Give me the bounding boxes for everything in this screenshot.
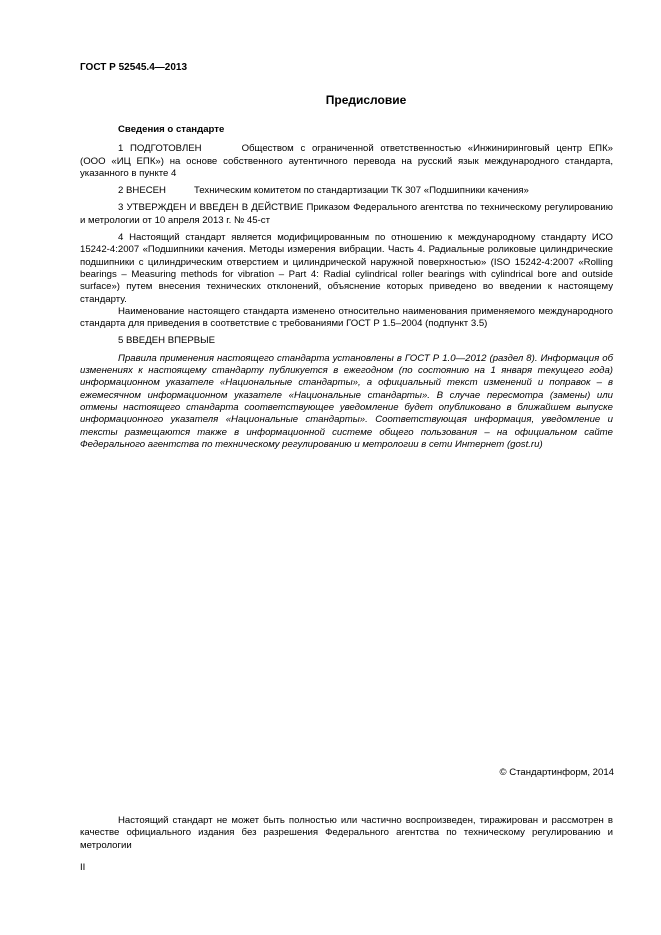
- item-1-text: Обществом с ограниченной ответственностью «Инжиниринговый центр ЕПК» (ООО «ИЦ ЕПК») на основе собственного аутентичного перевода на русский язык международного стандарта, указанного в пункте 4: [80, 143, 613, 179]
- reproduction-note: Настоящий стандарт не может быть полностью или частично воспроизведен, тиражирован и рассмотрен в качестве официального издания без разрешения Федерального агентства по техническому регулированию и метрологии: [80, 815, 613, 851]
- section-heading: Сведения о стандарте: [118, 124, 225, 135]
- item-4: 4 Настоящий стандарт является модифицированным по отношению к международному стандарту ИСО 15242-4:2007 «Подшипники качения. Методы измерения вибрации. Часть 4. Радиальные роликовые цилиндрические подшипники с цилиндрическим отверстием и цилиндрической наружной поверхностью» (ISO 15242-4:2007 «Rolling bearings – Measuring methods for vibration – Part 4: Radial cylindrical roller bearings with cylindrical bore and outside surface») путем внесения технических отклонений, объяснение которых приведено во введении к настоящему стандарту.: [80, 232, 613, 305]
- item-4-note: Наименование настоящего стандарта изменено относительно наименования применяемого международного стандарта для приведения в соответствие с требованиями ГОСТ Р 1.5–2004 (подпункт 3.5): [80, 305, 613, 330]
- copyright: © Стандартинформ, 2014: [499, 767, 614, 778]
- item-1: [80, 143, 613, 180]
- item-5: 5 ВВЕДЕН ВПЕРВЫЕ: [118, 335, 216, 347]
- item-1-label: 1 ПОДГОТОВЛЕН: [118, 143, 202, 155]
- page-title: [80, 94, 652, 106]
- document-code: ГОСТ Р 52545.4—2013: [80, 62, 188, 73]
- page-number: II: [80, 862, 86, 873]
- page-title-text: Предисловие: [325, 93, 407, 107]
- foreword-body: [80, 124, 613, 451]
- rules-text: Правила применения настоящего стандарта установлены в ГОСТ Р 1.0—2012 (раздел 8). Информация об изменениях к настоящему стандарту публикуется в ежегодном (по состоянию на 1 января текущего года) информационном указателе «Национальные стандарты», а официальный текст изменений и поправок – в ежемесячном информационном указателе «Национальные стандарты». В случае пересмотра (замены) или отмены настоящего стандарта соответствующее уведомление будет опубликовано в ближайшем выпуске информационного указателя «Национальные стандарты». Соответствующая информация, уведомление и тексты размещаются также в информационной системе общего пользования – на официальном сайте Федерального агентства по техническому регулированию и метрологии в сети Интернет (gost.ru): [80, 352, 613, 450]
- item-2-text: Техническим комитетом по стандартизации ТК 307 «Подшипники качения»: [193, 185, 529, 197]
- item-3: 3 УТВЕРЖДЕН И ВВЕДЕН В ДЕЙСТВИЕ Приказом Федерального агентства по техническому регулированию и метрологии от 10 апреля 2013 г. № 45-ст: [80, 202, 613, 226]
- item-2-label: 2 ВНЕСЕН: [118, 185, 166, 197]
- item-2: [80, 185, 613, 197]
